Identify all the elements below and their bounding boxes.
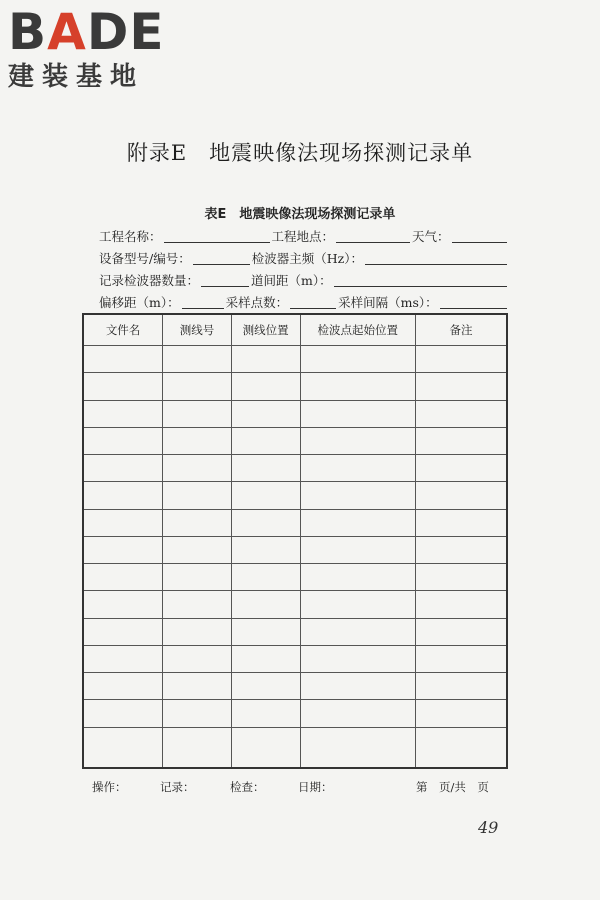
table-cell[interactable] — [415, 564, 507, 591]
table-header-row — [83, 314, 507, 346]
table-cell[interactable] — [415, 618, 507, 645]
table-cell[interactable] — [300, 618, 415, 645]
table-cell[interactable] — [300, 645, 415, 672]
table-cell[interactable] — [163, 564, 232, 591]
table-cell[interactable] — [163, 455, 232, 482]
table-row — [83, 564, 507, 591]
table-cell[interactable] — [415, 536, 507, 563]
table-cell[interactable] — [83, 346, 163, 373]
table-cell[interactable] — [300, 536, 415, 563]
table-cell[interactable] — [415, 591, 507, 618]
table-row — [83, 509, 507, 536]
table-cell[interactable] — [83, 564, 163, 591]
table-cell[interactable] — [300, 482, 415, 509]
table-cell[interactable] — [415, 346, 507, 373]
table-cell[interactable] — [231, 618, 300, 645]
table-cell[interactable] — [163, 618, 232, 645]
form-row-4 — [99, 293, 509, 311]
form-row-1 — [99, 227, 509, 245]
table-cell[interactable] — [163, 346, 232, 373]
header-file-name: 文件名 — [83, 314, 163, 346]
table-cell[interactable] — [163, 373, 232, 400]
logo-wordmark: BADE — [8, 3, 165, 61]
field-project-name[interactable] — [164, 228, 270, 243]
label-project-location: 工程地点： — [271, 229, 335, 244]
table-cell[interactable] — [163, 700, 232, 727]
label-geophone-count: 记录检波器数量： — [99, 273, 200, 288]
table-cell[interactable] — [415, 427, 507, 454]
table-cell[interactable] — [231, 455, 300, 482]
table-cell[interactable] — [300, 427, 415, 454]
table-row — [83, 618, 507, 645]
table-cell[interactable] — [231, 509, 300, 536]
label-offset: 偏移距（m）： — [99, 295, 180, 310]
table-cell[interactable] — [415, 645, 507, 672]
table-cell[interactable] — [231, 591, 300, 618]
form-row-3 — [99, 271, 509, 289]
table-cell[interactable] — [300, 673, 415, 700]
field-sample-points[interactable] — [290, 294, 336, 309]
table-cell[interactable] — [83, 455, 163, 482]
table-cell[interactable] — [83, 536, 163, 563]
table-cell[interactable] — [83, 673, 163, 700]
table-cell[interactable] — [231, 427, 300, 454]
table-cell[interactable] — [415, 482, 507, 509]
table-cell[interactable] — [231, 373, 300, 400]
header-line-position: 测线位置 — [231, 314, 300, 346]
table-cell[interactable] — [83, 700, 163, 727]
table-row — [83, 400, 507, 427]
footer-checker: 检查： — [230, 780, 265, 794]
table-cell[interactable] — [415, 455, 507, 482]
table-cell[interactable] — [231, 482, 300, 509]
field-sample-interval[interactable] — [440, 294, 507, 309]
footer-signatures — [92, 779, 500, 795]
table-cell[interactable] — [83, 482, 163, 509]
table-cell[interactable] — [231, 564, 300, 591]
table-cell[interactable] — [83, 509, 163, 536]
table-cell[interactable] — [300, 373, 415, 400]
table-cell[interactable] — [300, 346, 415, 373]
header-geophone-start: 检波点起始位置 — [300, 314, 415, 346]
page-number: 49 — [478, 818, 499, 837]
table-cell[interactable] — [163, 536, 232, 563]
table-row — [83, 645, 507, 672]
table-body — [83, 346, 507, 769]
table-cell[interactable] — [300, 727, 415, 768]
table-cell[interactable] — [231, 536, 300, 563]
table-cell[interactable] — [300, 400, 415, 427]
table-cell[interactable] — [83, 645, 163, 672]
label-sample-points: 采样点数： — [225, 295, 289, 310]
record-table — [82, 313, 508, 769]
table-cell[interactable] — [231, 700, 300, 727]
table-cell[interactable] — [415, 373, 507, 400]
table-cell[interactable] — [163, 673, 232, 700]
footer-operator: 操作： — [92, 780, 127, 794]
label-geophone-freq: 检波器主频（Hz）： — [251, 251, 363, 266]
table-row — [83, 427, 507, 454]
table-cell[interactable] — [163, 482, 232, 509]
table-cell[interactable] — [415, 509, 507, 536]
label-trace-spacing: 道间距（m）： — [251, 273, 332, 288]
table-cell[interactable] — [300, 455, 415, 482]
table-row — [83, 536, 507, 563]
table-cell[interactable] — [163, 727, 232, 768]
table-row — [83, 455, 507, 482]
table-cell[interactable] — [83, 591, 163, 618]
table-row — [83, 700, 507, 727]
field-geophone-freq[interactable] — [365, 250, 507, 265]
table-row — [83, 346, 507, 373]
table-row — [83, 727, 507, 768]
field-device-model[interactable] — [193, 250, 250, 265]
table-cell[interactable] — [415, 700, 507, 727]
table-cell[interactable] — [300, 509, 415, 536]
table-cell[interactable] — [231, 400, 300, 427]
label-sample-interval: 采样间隔（ms）： — [338, 295, 438, 310]
table-row — [83, 673, 507, 700]
table-cell[interactable] — [231, 727, 300, 768]
table-cell[interactable] — [163, 645, 232, 672]
table-cell[interactable] — [83, 427, 163, 454]
field-offset[interactable] — [182, 294, 224, 309]
table-cell[interactable] — [300, 700, 415, 727]
footer-page-info: 第 页/共 页 — [416, 780, 489, 794]
field-weather[interactable] — [452, 228, 507, 243]
logo-subtitle: 建装基地 — [8, 62, 145, 92]
label-project-name: 工程名称： — [99, 229, 162, 244]
table-cell[interactable] — [231, 645, 300, 672]
brand-logo — [8, 4, 178, 92]
table-cell[interactable] — [163, 427, 232, 454]
form-row-2 — [99, 249, 509, 267]
table-row — [83, 482, 507, 509]
table-row — [83, 373, 507, 400]
field-project-location[interactable] — [336, 228, 410, 243]
table-cell[interactable] — [163, 509, 232, 536]
table-cell[interactable] — [231, 346, 300, 373]
field-geophone-count[interactable] — [201, 272, 249, 287]
table-cell[interactable] — [163, 400, 232, 427]
table-cell[interactable] — [415, 673, 507, 700]
table-cell[interactable] — [163, 591, 232, 618]
footer-recorder: 记录： — [160, 780, 195, 794]
table-caption: 表E 地震映像法现场探测记录单 — [204, 207, 396, 222]
label-weather: 天气： — [412, 229, 450, 244]
table-cell[interactable] — [415, 727, 507, 768]
label-device-model: 设备型号/编号： — [99, 251, 191, 266]
table-cell[interactable] — [83, 400, 163, 427]
table-cell[interactable] — [83, 727, 163, 768]
table-cell[interactable] — [415, 400, 507, 427]
table-cell[interactable] — [300, 591, 415, 618]
table-cell[interactable] — [231, 673, 300, 700]
appendix-title: 附录E 地震映像法现场探测记录单 — [126, 141, 474, 165]
header-remarks: 备注 — [415, 314, 507, 346]
footer-date: 日期： — [298, 780, 333, 794]
header-line-number: 测线号 — [163, 314, 232, 346]
table-cell[interactable] — [83, 618, 163, 645]
field-trace-spacing[interactable] — [334, 272, 507, 287]
table-cell[interactable] — [300, 564, 415, 591]
table-cell[interactable] — [83, 373, 163, 400]
table-row — [83, 591, 507, 618]
